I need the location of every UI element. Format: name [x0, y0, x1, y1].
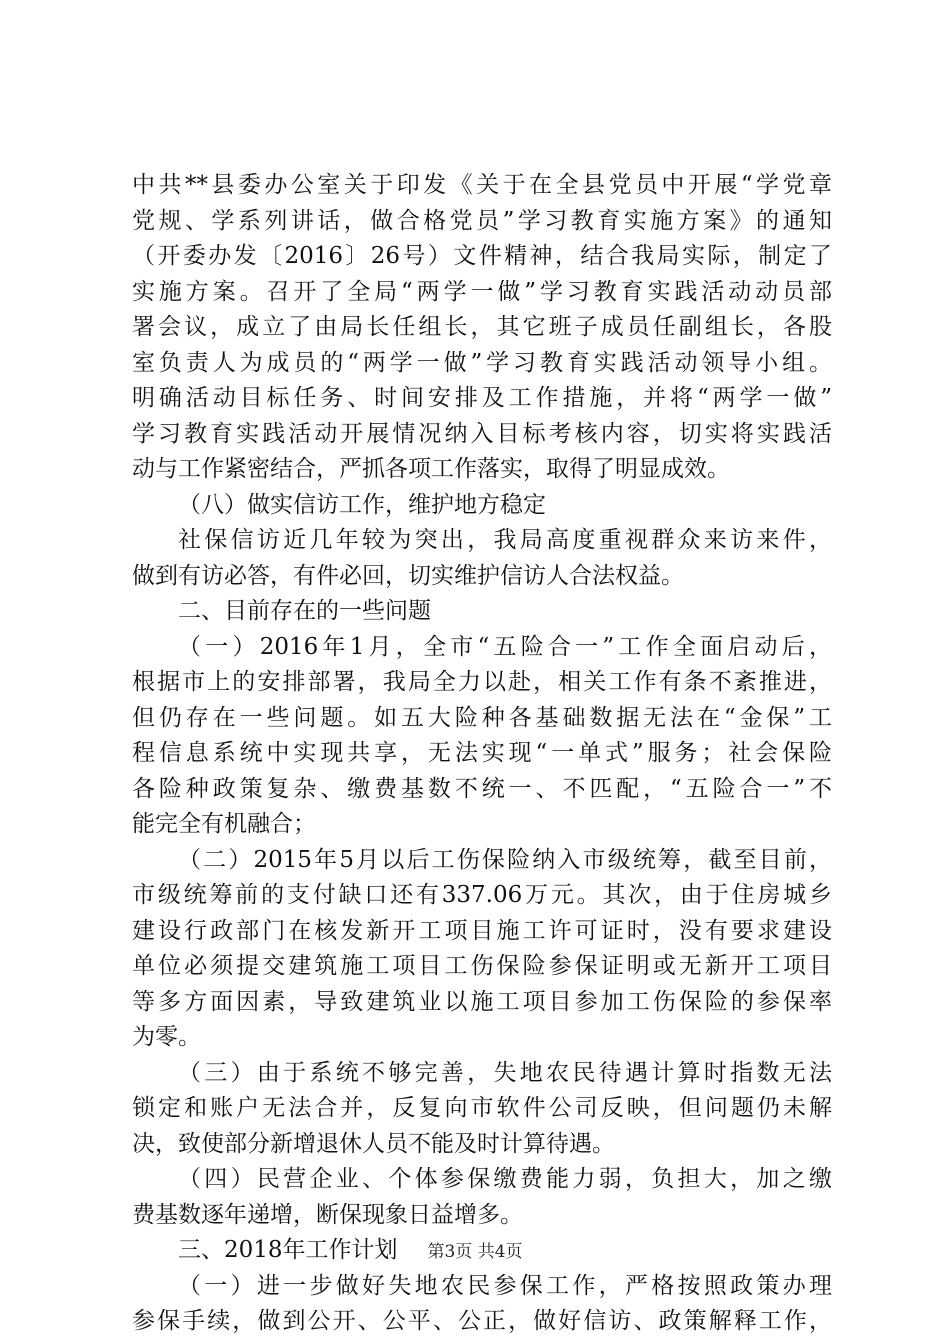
text-line: （四）民营企业、个体参保缴费能力弱，负担大，加之缴 — [178, 1166, 832, 1192]
text-line: （一）2016年1月，全市“五险合一”工作全面启动后， — [178, 633, 832, 660]
text-line: 决，致使部分新增退休人员不能及时计算待遇。 — [132, 1130, 615, 1157]
text-line: 室负责人为成员的“两学一做”学习教育实践活动领导小组。 — [132, 349, 832, 376]
text-line: 参保手续，做到公开、公平、公正，做好信访、政策解释工作， — [132, 1308, 832, 1334]
text-line: 单位必须提交建筑施工项目工伤保险参保证明或无新开工项目 — [132, 953, 832, 979]
text-line: 市级统筹前的支付缺口还有337.06万元。其次，由于住房城乡 — [132, 882, 832, 908]
text-line: 程信息系统中实现共享，无法实现“一单式”服务；社会保险 — [132, 740, 832, 766]
text-line: 署会议，成立了由局长任组长，其它班子成员任副组长，各股 — [132, 314, 832, 340]
text-line: 根据市上的安排部署，我局全力以赴，相关工作有条不紊推进， — [132, 669, 832, 695]
document-body — [132, 168, 832, 1340]
text-line: （三）由于系统不够完善，失地农民待遇计算时指数无法 — [178, 1059, 832, 1086]
text-line: 为零。 — [132, 1024, 201, 1050]
text-line: 费基数逐年递增，断保现象日益增多。 — [132, 1201, 523, 1228]
text-line: 学习教育实践活动开展情况纳入目标考核内容，切实将实践活 — [132, 420, 832, 447]
text-line: 建设行政部门在核发新开工项目施工许可证时，没有要求建设 — [132, 917, 832, 944]
text-line: 明确活动目标任务、时间安排及工作措施，并将“两学一做” — [132, 385, 832, 411]
text-line: 锁定和账户无法合并，反复向市软件公司反映，但问题仍未解 — [132, 1095, 832, 1121]
text-line: 动与工作紧密结合，严抓各项工作落实，取得了明显成效。 — [132, 456, 730, 482]
text-line: 各险种政策复杂、缴费基数不统一、不匹配，“五险合一”不 — [132, 775, 832, 802]
text-line: （八）做实信访工作，维护地方稳定 — [178, 491, 546, 518]
text-line: 实施方案。召开了全局“两学一做”学习教育实践活动动员部 — [132, 278, 832, 305]
text-line: （二）2015年5月以后工伤保险纳入市级统筹，截至目前， — [178, 846, 832, 873]
text-line: 能完全有机融合； — [132, 811, 316, 837]
text-line: （一）进一步做好失地农民参保工作，严格按照政策办理 — [178, 1272, 832, 1299]
text-line: 党规、学系列讲话，做合格党员”学习教育实施方案》的通知 — [132, 207, 832, 234]
page-footer: 第3页 共4页 — [427, 1242, 523, 1262]
text-line: 社保信访近几年较为突出，我局高度重视群众来访来件， — [178, 527, 832, 553]
text-line: 二、目前存在的一些问题 — [178, 598, 431, 624]
text-line: 做到有访必答，有件必回，切实维护信访人合法权益。 — [132, 562, 684, 589]
text-line: 三、2018年工作计划 — [178, 1237, 398, 1263]
text-line: 中共**县委办公室关于印发《关于在全县党员中开展“学党章 — [132, 172, 832, 198]
text-line: （开委办发〔2016〕26号）文件精神，结合我局实际，制定了 — [132, 243, 832, 269]
text-line: 但仍存在一些问题。如五大险种各基础数据无法在“金保”工 — [132, 704, 832, 731]
text-line: 等多方面因素，导致建筑业以施工项目参加工伤保险的参保率 — [132, 988, 832, 1015]
